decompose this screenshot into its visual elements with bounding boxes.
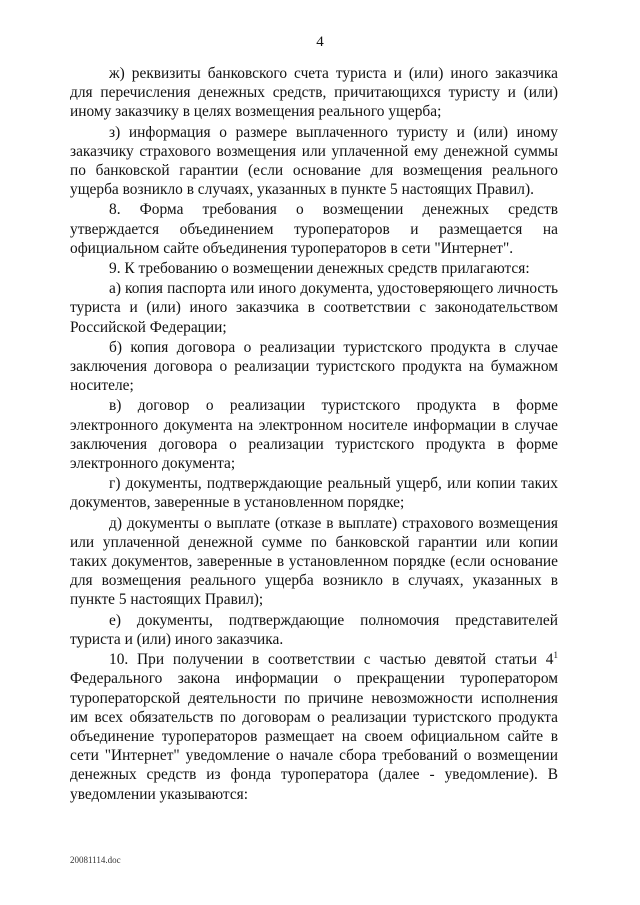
paragraph-9d: д) документы о выплате (отказе в выплате) страхового возмещения или уплаченной денежной сумме по банковской гарантии или копии таких документов, заверенные в установленном порядке (если основание для возмещения реального ущерба возникло в случаях, указанных в пункте 5 настоящих Правил); [70,514,558,609]
paragraph-10 [70,650,558,804]
paragraph-zh: ж) реквизиты банковского счета туриста и (или) иного заказчика для перечисления денежных средств, причитающихся туристу и (или) иному заказчику в целях возмещения реального ущерба; [70,65,558,121]
paragraph-10-rest: Федерального закона информации о прекращении туроператором туроператорской деятельности по причине невозможности исполнения им всех обязательств по договорам о реализации туристского продукта объединение туроператоров размещает на своем официальном сайте в сети "Интернет" уведомление о начале сбора требований о возмещении денежных средств из фонда туроператора (далее - уведомление). В уведомлении указываются: [70,670,558,803]
paragraph-9e: е) документы, подтверждающие полномочия представителей туриста и (или) иного заказчика. [70,611,558,648]
paragraph-9b: б) копия договора о реализации туристского продукта в случае заключения договора о реализации туристского продукта на бумажном носителе; [70,338,558,395]
paragraph-9g: г) документы, подтверждающие реальный ущерб, или копии таких документов, заверенные в установленном порядке; [70,475,558,512]
paragraph-z: з) информация о размере выплаченного туристу и (или) иному заказчику страхового возмещения или уплаченной ему денежной суммы по банковской гарантии (если основание для возмещения реального ущерба возникло в случаях, указанных в пункте 5 настоящих Правил). [70,123,558,199]
paragraph-9: 9. К требованию о возмещении денежных средств прилагаются: [109,260,530,278]
paragraph-9a: а) копия паспорта или иного документа, удостоверяющего личность туриста и (или) иного заказчика в соответствии с законодательством Российской Федерации; [70,280,558,336]
paragraph-9v: в) договор о реализации туристского продукта в форме электронного документа на электронном носителе информации в случае заключения договора о реализации туристского продукта в форме электронного документа; [70,397,558,473]
paragraph-10-start: 10. При получении в соответствии с частью девятой статьи 4 [109,651,554,669]
footer-document-code: 20081114.doc [70,855,121,865]
document-body [70,64,558,805]
paragraph-10-superscript: 1 [553,650,558,661]
paragraph-8: 8. Форма требования о возмещении денежных средств утверждается объединением туроператоров и размещается на официальном сайте объединения туроператоров в сети "Интернет". [70,201,558,257]
page-number: 4 [316,34,324,50]
